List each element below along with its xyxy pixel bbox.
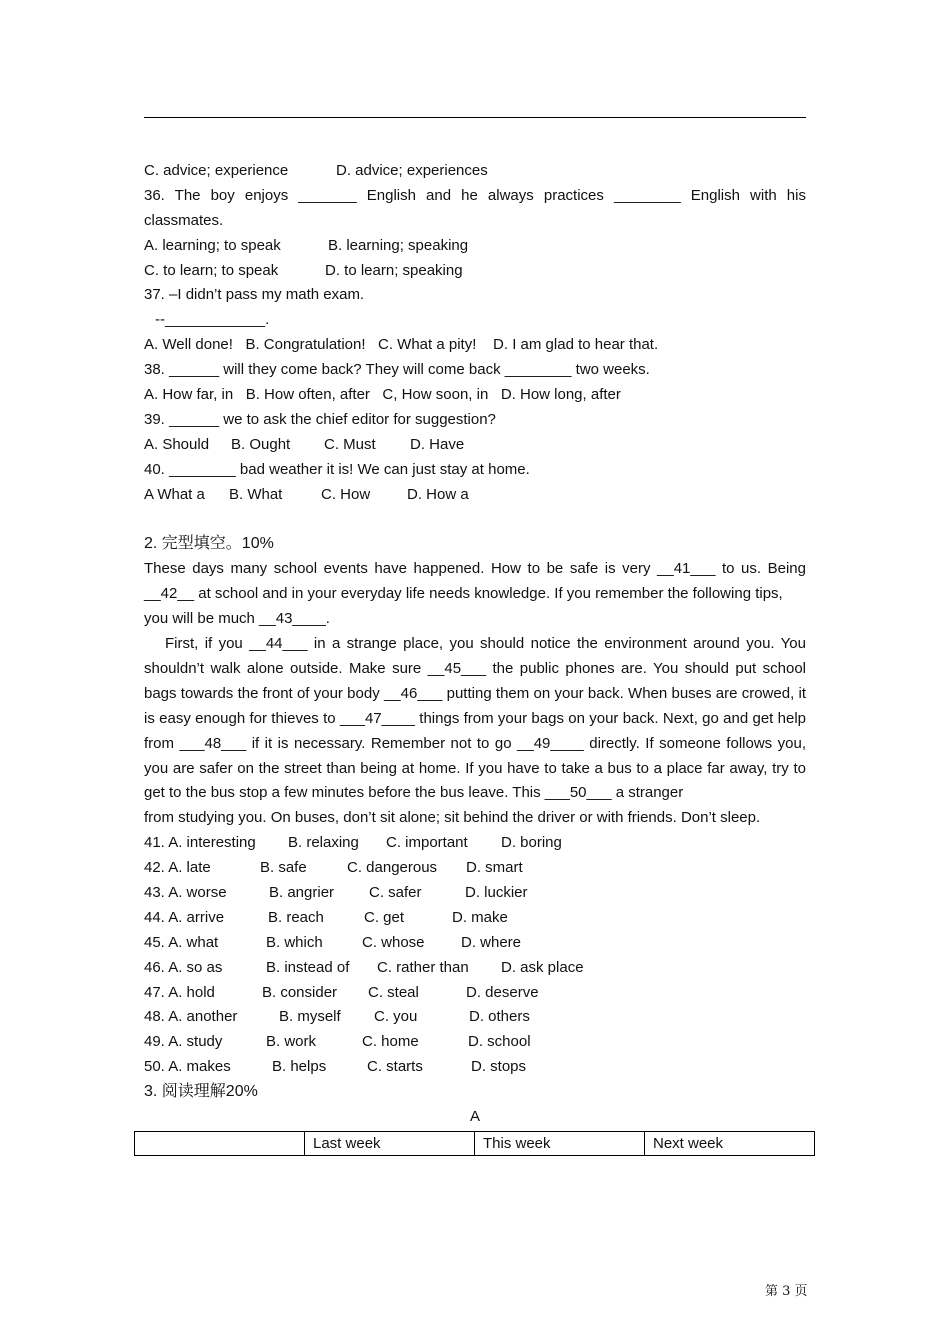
cloze-question-46 bbox=[144, 956, 806, 981]
q45-option-d: D. where bbox=[461, 933, 522, 951]
q49-option-c: C. home bbox=[362, 1033, 419, 1051]
q40-option-c: C. How bbox=[321, 485, 371, 503]
header-rule bbox=[144, 117, 806, 118]
q45-option-c: C. whose bbox=[362, 933, 425, 951]
q42-option-a: 42. A. late bbox=[144, 859, 211, 877]
q45-option-a: 45. A. what bbox=[144, 933, 219, 951]
document-body bbox=[144, 159, 806, 1130]
q35-options bbox=[144, 159, 806, 184]
q47-option-c: C. steal bbox=[368, 983, 419, 1001]
cloze-paragraph-2-last: from studying you. On buses, don’t sit alone; sit behind the driver or with friends. Don’t sleep. bbox=[144, 809, 761, 827]
q42-option-c: C. dangerous bbox=[347, 859, 438, 877]
q39-option-d: D. Have bbox=[410, 435, 465, 453]
q43-option-d: D. luckier bbox=[465, 884, 528, 901]
cloze-paragraph-1 bbox=[144, 557, 806, 632]
cloze-question-44 bbox=[144, 906, 806, 931]
table-row bbox=[135, 1132, 815, 1156]
q36-stem-line2: classmates. bbox=[144, 211, 224, 229]
q44-option-a: 44. A. arrive bbox=[144, 908, 225, 926]
section3-heading bbox=[144, 1080, 806, 1105]
cloze-question-48 bbox=[144, 1005, 806, 1030]
q41-option-a: 41. A. interesting bbox=[144, 834, 256, 852]
q46-option-b: B. instead of bbox=[266, 958, 350, 976]
q50-option-a: 50. A. makes bbox=[144, 1058, 231, 1076]
section2-heading bbox=[144, 532, 806, 557]
cloze-question-45 bbox=[144, 931, 806, 956]
q41-option-d: D. boring bbox=[501, 834, 562, 852]
q40-option-d: D. How a bbox=[407, 485, 469, 503]
q38-stem: 38. ______ will they come back? They will come back ________ two weeks. bbox=[144, 361, 650, 379]
q44-option-c: C. get bbox=[364, 908, 405, 926]
passage-label: A bbox=[469, 1108, 480, 1126]
q44-option-d: D. make bbox=[452, 908, 508, 926]
cloze-question-50 bbox=[144, 1055, 806, 1080]
q47-option-a: 47. A. hold bbox=[144, 983, 215, 1001]
cloze-paragraph-2 bbox=[144, 632, 806, 831]
q41-option-c: C. important bbox=[386, 834, 468, 852]
q37-stem: 37. –I didn’t pass my math exam. bbox=[144, 286, 365, 304]
table-header-cell: This week bbox=[475, 1132, 645, 1156]
q38-options: A. How far, in B. How often, after C, How soon, in D. How long, after bbox=[144, 386, 621, 404]
cloze-question-42 bbox=[144, 856, 806, 881]
q50-option-d: D. stops bbox=[471, 1058, 527, 1076]
q48-option-d: D. others bbox=[469, 1008, 530, 1026]
q40-options bbox=[144, 483, 806, 508]
q47-option-b: B. consider bbox=[262, 983, 338, 1001]
q36-option-c: C. to learn; to speak bbox=[144, 261, 279, 279]
q49-option-b: B. work bbox=[266, 1033, 317, 1051]
q39-option-b: B. Ought bbox=[231, 435, 291, 453]
section3-percent: 20% bbox=[225, 1083, 258, 1101]
q43-option-c: C. safer bbox=[369, 884, 422, 901]
cloze-question-49 bbox=[144, 1030, 806, 1055]
q48-option-a: 48. A. another bbox=[144, 1008, 238, 1026]
table-header-cell: Last week bbox=[305, 1132, 475, 1156]
q49-option-d: D. school bbox=[468, 1033, 531, 1051]
q37-reply: --____________. bbox=[155, 311, 270, 329]
q48-option-b: B. myself bbox=[279, 1008, 341, 1026]
q35-option-d: D. advice; experiences bbox=[336, 162, 488, 179]
q41-option-b: B. relaxing bbox=[288, 834, 359, 852]
q37-options: A. Well done! B. Congratulation! C. What a pity! D. I am glad to hear that. bbox=[144, 336, 659, 354]
cloze-question-41 bbox=[144, 831, 806, 856]
cloze-question-43 bbox=[144, 881, 806, 906]
q46-option-d: D. ask place bbox=[501, 958, 584, 976]
cloze-paragraph-1-last: you will be much __43____. bbox=[144, 610, 330, 628]
q40-option-b: B. What bbox=[229, 485, 283, 503]
cloze-paragraph-2-text: First, if you __44___ in a strange place, you should notice the environment around you. You shouldn’t walk alone outside. Make sure __45___ the public phones are. You should put school bags towards the front of your body __46___ putting them on your back. When buses are crowed, it is easy enough for thieves to ___47____ things from your bags on your back. Next, go and get help from ___48___ if it is necessary. Remember not to go __49____ directly. If someone follows you, you are safer on the street than being at home. If you have to take a bus to a place far away, try to get to the bus stop a few minutes before the bus leave. This ___50___ a stranger bbox=[144, 634, 806, 802]
page-number: 第 3 页 bbox=[765, 1284, 808, 1299]
q40-stem: 40. ________ bad weather it is! We can just stay at home. bbox=[144, 460, 530, 478]
table-header-cell: Next week bbox=[645, 1132, 815, 1156]
q36-option-b: B. learning; speaking bbox=[328, 236, 469, 254]
q39-option-a: A. Should bbox=[144, 435, 210, 453]
table-header-cell bbox=[135, 1132, 305, 1156]
q40-option-a: A What a bbox=[144, 485, 205, 503]
q43-option-a: 43. A. worse bbox=[144, 884, 227, 901]
section2-title: 2. 完型填空。 bbox=[144, 535, 242, 553]
q39-option-c: C. Must bbox=[324, 435, 376, 453]
cloze-question-47 bbox=[144, 981, 806, 1006]
q44-option-b: B. reach bbox=[268, 908, 324, 926]
q39-options bbox=[144, 433, 806, 458]
q42-option-d: D. smart bbox=[466, 859, 523, 877]
q42-option-b: B. safe bbox=[260, 859, 307, 877]
q49-option-a: 49. A. study bbox=[144, 1033, 223, 1051]
section3-title: 3. 阅读理解 bbox=[144, 1083, 226, 1101]
q36-options-ab bbox=[144, 234, 806, 259]
q45-option-b: B. which bbox=[266, 933, 323, 951]
q50-option-b: B. helps bbox=[272, 1058, 327, 1076]
q36-option-d: D. to learn; speaking bbox=[325, 261, 463, 279]
q43-option-b: B. angrier bbox=[269, 884, 335, 901]
q46-option-a: 46. A. so as bbox=[144, 958, 223, 976]
schedule-table bbox=[134, 1131, 815, 1156]
q39-stem: 39. ______ we to ask the chief editor for suggestion? bbox=[144, 410, 496, 428]
q48-option-c: C. you bbox=[374, 1008, 418, 1026]
q36-option-a: A. learning; to speak bbox=[144, 236, 281, 254]
section2-percent: 10% bbox=[241, 535, 274, 553]
q50-option-c: C. starts bbox=[367, 1058, 423, 1076]
q46-option-c: C. rather than bbox=[377, 958, 469, 976]
q47-option-d: D. deserve bbox=[466, 983, 539, 1001]
q36-options-cd bbox=[144, 259, 806, 284]
q35-option-c: C. advice; experience bbox=[144, 162, 289, 179]
q36-stem-line1: 36. The boy enjoys _______ English and he always practices ________ English with his bbox=[144, 186, 806, 204]
cloze-paragraph-1-text: These days many school events have happened. How to be safe is very __41___ to us. Being __42__ at school and in your everyday life needs knowledge. If you remember the following tips, bbox=[144, 560, 806, 603]
